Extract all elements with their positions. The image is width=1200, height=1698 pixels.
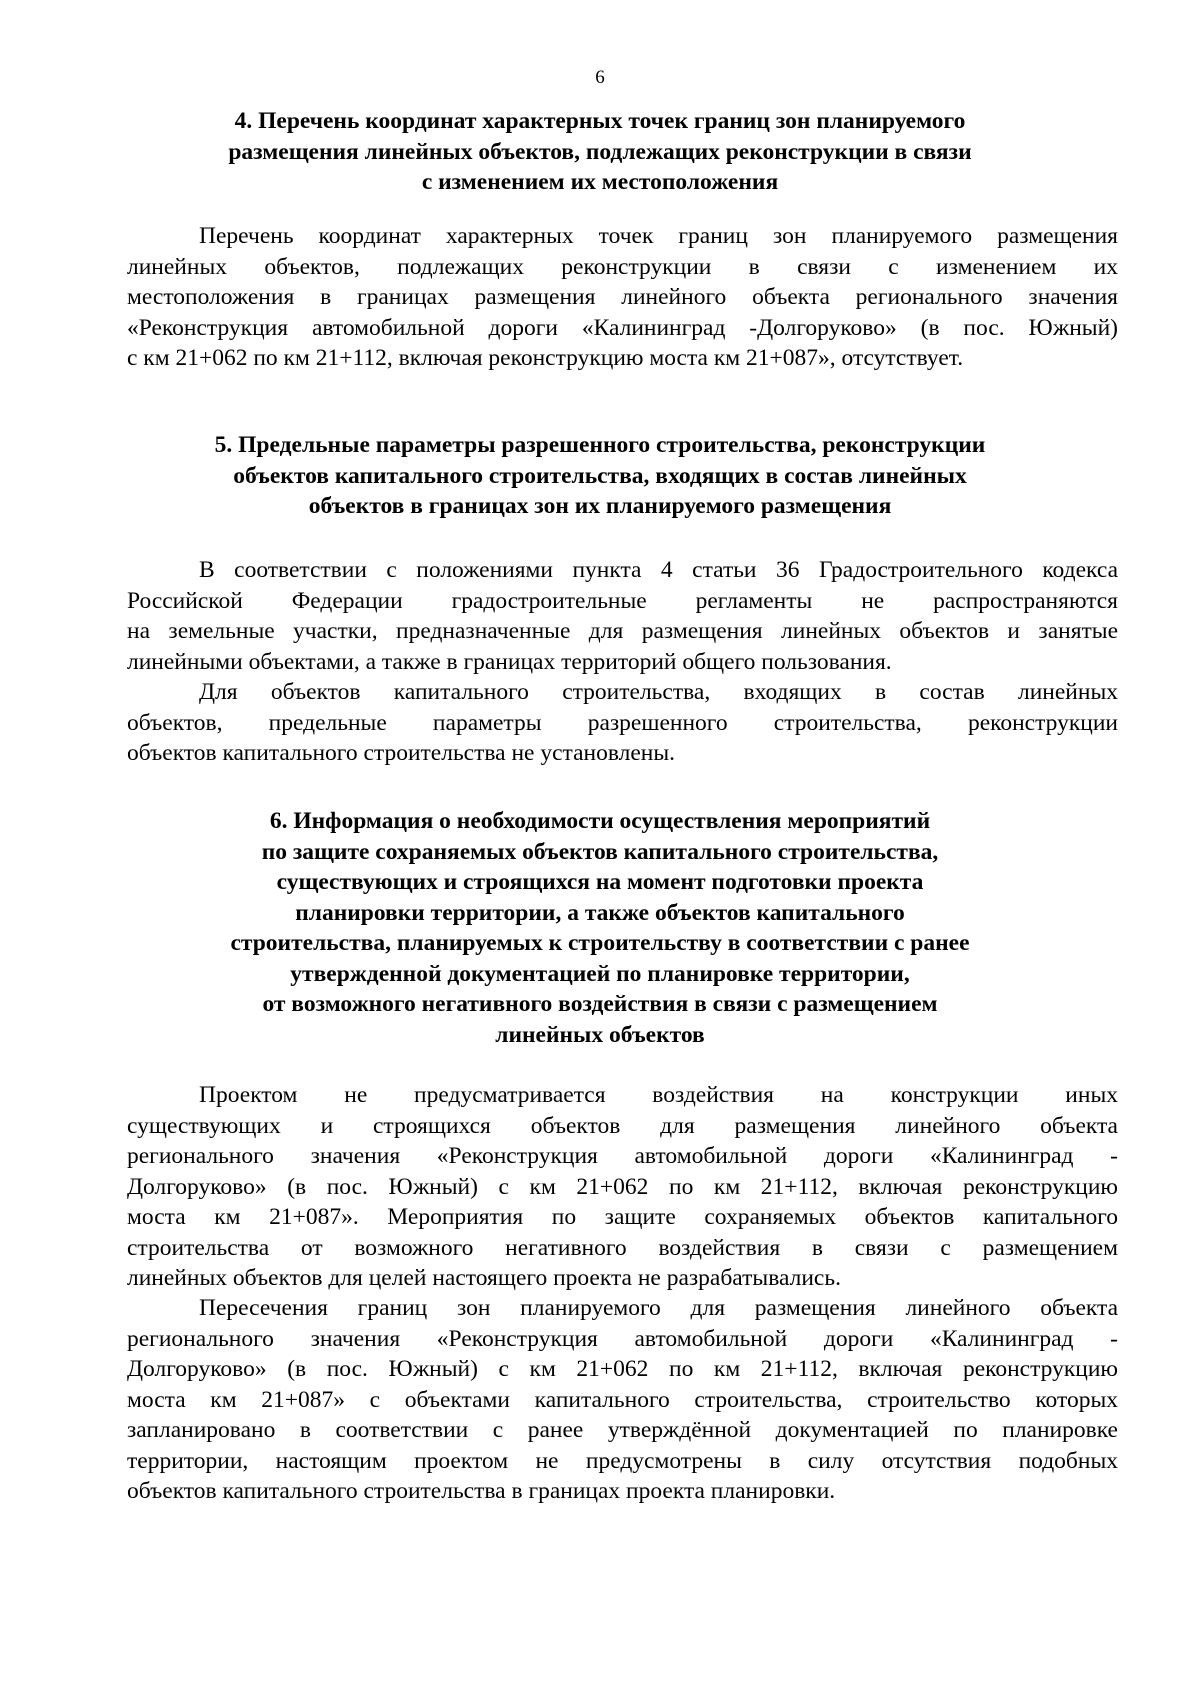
heading-line: 4. Перечень координат характерных точек границ зон планируемого (234, 108, 966, 134)
paragraph-line: «Реконструкция автомобильной дороги «Калининград -Долгоруково» (в пос. Южный) (127, 314, 1118, 341)
paragraph-line: линейными объектами, а также в границах территорий общего пользования. (127, 648, 892, 675)
heading-line: утвержденной документацией по планировке территории, (290, 960, 910, 987)
paragraph-line: Перечень координат характерных точек границ зон планируемого размещения (199, 223, 1118, 249)
section-4-heading (150, 106, 1050, 198)
paragraph-line: объектов, предельные параметры разрешенного строительства, реконструкции (127, 709, 1118, 736)
section-5-heading (150, 430, 1050, 522)
heading-line: планировки территории, а также объектов капитального (295, 899, 905, 926)
heading-line: строительства, планируемых к строительству в соответствии с ранее (230, 930, 970, 956)
paragraph-line: Долгоруково» (в пос. Южный) с км 21+062 по км 21+112, включая реконструкцию (127, 1356, 1118, 1382)
paragraph-line: с км 21+062 по км 21+112, включая реконструкцию моста км 21+087», отсутствует. (127, 345, 964, 371)
paragraph-line: Пересечения границ зон планируемого для размещения линейного объекта (199, 1295, 1118, 1321)
section-5-paragraph-1 (127, 555, 1118, 677)
paragraph-line: моста км 21+087». Мероприятия по защите сохраняемых объектов капитального (127, 1204, 1118, 1230)
paragraph-line: строительства от возможного негативного воздействия в связи с размещением (127, 1234, 1118, 1261)
heading-line: 5. Предельные параметры разрешенного строительства, реконструкции (214, 432, 986, 458)
heading-line: от возможного негативного воздействия в связи с размещением (262, 991, 938, 1017)
paragraph-line: В соответствии с положениями пункта 4 статьи 36 Градостроительного кодекса (199, 557, 1118, 583)
section-6-paragraph-2 (127, 1293, 1118, 1507)
paragraph-line: объектов капитального строительства не установлены. (127, 740, 676, 766)
paragraph-line: существующих и строящихся объектов для размещения линейного объекта (127, 1112, 1118, 1139)
section-5-paragraph-2 (127, 677, 1118, 769)
paragraph-line: регионального значения «Реконструкция автомобильной дороги «Калининград - (127, 1325, 1118, 1352)
paragraph-line: объектов капитального строительства в границах проекта планировки. (127, 1478, 836, 1504)
paragraph-line: Российской Федерации градостроительные регламенты не распространяются (127, 587, 1118, 614)
heading-line: с изменением их местоположения (421, 169, 779, 195)
heading-line: объектов капитального строительства, входящих в состав линейных (233, 462, 967, 489)
paragraph-line: линейных объектов для целей настоящего проекта не разрабатывались. (127, 1265, 841, 1291)
heading-line: объектов в границах зон их планируемого размещения (308, 493, 892, 519)
paragraph-line: местоположения в границах размещения линейного объекта регионального значения (127, 284, 1118, 310)
paragraph-line: Долгоруково» (в пос. Южный) с км 21+062 по км 21+112, включая реконструкцию (127, 1173, 1118, 1200)
paragraph-line: территории, настоящим проектом не предусмотрены в силу отсутствия подобных (127, 1447, 1118, 1474)
paragraph-line: Проектом не предусматривается воздействия на конструкции иных (199, 1082, 1118, 1108)
heading-line: 6. Информация о необходимости осуществления мероприятий (269, 808, 931, 834)
section-6-paragraph-1 (127, 1080, 1118, 1294)
heading-line: линейных объектов (495, 1021, 705, 1048)
heading-line: размещения линейных объектов, подлежащих реконструкции в связи (228, 138, 972, 165)
paragraph-line: моста км 21+087» с объектами капитального строительства, строительство которых (127, 1386, 1118, 1413)
paragraph-line: на земельные участки, предназначенные для размещения линейных объектов и занятые (127, 618, 1118, 644)
paragraph-line: запланировано в соответствии с ранее утверждённой документацией по планировке (127, 1417, 1118, 1443)
paragraph-line: линейных объектов, подлежащих реконструкции в связи с изменением их (127, 253, 1118, 280)
page-number: 6 (595, 67, 605, 88)
section-6-heading (150, 806, 1050, 1050)
paragraph-line: Для объектов капитального строительства, входящих в состав линейных (199, 679, 1118, 705)
paragraph-line: регионального значения «Реконструкция автомобильной дороги «Калининград - (127, 1143, 1118, 1169)
heading-line: существующих и строящихся на момент подготовки проекта (276, 869, 924, 895)
section-4-paragraph-1 (127, 221, 1118, 374)
heading-line: по защите сохраняемых объектов капитального строительства, (261, 838, 939, 865)
